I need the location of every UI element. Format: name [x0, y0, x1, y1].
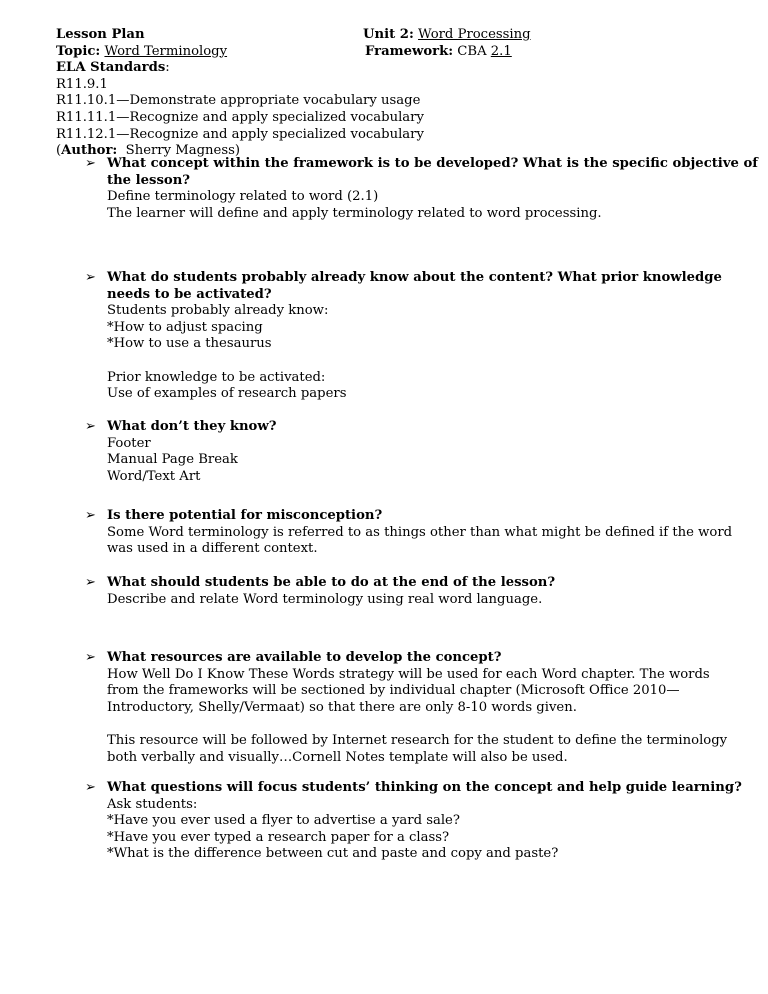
- question-section: [85, 508, 767, 558]
- arrow-bullet-icon: ➢: [85, 780, 96, 795]
- arrow-bullet-icon: ➢: [85, 650, 96, 665]
- framework-prefix: CBA: [457, 43, 487, 59]
- standard-item: R11.11.1—Recognize and apply specialized vocabulary: [56, 109, 424, 125]
- section-question: What do students probably already know about the content? What prior knowledge: [107, 270, 722, 285]
- unit-label: Unit 2:: [363, 27, 414, 42]
- unit-value: Word Processing: [418, 27, 531, 42]
- arrow-bullet-icon: ➢: [85, 270, 96, 285]
- section-answer-line: Word/Text Art: [107, 468, 201, 484]
- topic-field: [56, 44, 227, 61]
- standard-item: R11.10.1—Demonstrate appropriate vocabulary usage: [56, 93, 421, 109]
- arrow-bullet-icon: ➢: [85, 156, 96, 171]
- section-answer-line: Prior knowledge to be activated:: [107, 369, 326, 385]
- unit-field: [363, 27, 531, 44]
- framework-field: [365, 44, 512, 61]
- ela-colon: :: [165, 60, 170, 76]
- arrow-bullet-icon: ➢: [85, 575, 96, 590]
- section-question: the lesson?: [107, 172, 191, 188]
- header-row-2: [56, 44, 716, 61]
- framework-label: Framework:: [365, 43, 454, 59]
- arrow-bullet-icon: ➢: [85, 508, 96, 523]
- section-answer-line: *What is the difference between cut and paste and copy and paste?: [107, 846, 559, 862]
- question-section: [85, 780, 767, 863]
- header-row-1: [56, 27, 716, 44]
- section-question: needs to be activated?: [107, 286, 272, 302]
- question-section: [85, 650, 767, 766]
- section-answer-line: Footer: [107, 435, 151, 451]
- author-open-paren: (: [56, 143, 62, 159]
- ela-label: ELA Standards: [56, 60, 166, 76]
- section-answer-line: from the frameworks will be sectioned by individual chapter (Microsoft Office 2010—: [107, 683, 680, 699]
- section-answer-line: *How to use a thesaurus: [107, 336, 272, 352]
- section-question: Is there potential for misconception?: [107, 508, 383, 523]
- question-section: [85, 419, 767, 485]
- section-answer-line: both verbally and visually…Cornell Notes template will also be used.: [107, 749, 568, 765]
- author-label: Author:: [61, 143, 118, 159]
- question-section: [85, 575, 767, 608]
- author-value: Sherry Magness): [117, 143, 241, 159]
- section-answer-line: Some Word terminology is referred to as things other than what might be defined if the word: [107, 524, 733, 540]
- topic-value: Word Terminology: [104, 43, 228, 59]
- section-answer-line: was used in a different context.: [107, 541, 318, 557]
- framework-value: 2.1: [490, 43, 512, 59]
- ela-standards-heading: [56, 60, 716, 77]
- section-answer-line: Introductory, Shelly/Vermaat) so that there are only 8-10 words given.: [107, 699, 577, 715]
- section-question: What don’t they know?: [107, 419, 277, 434]
- section-question: What concept within the framework is to be developed? What is the specific objective of: [107, 156, 758, 171]
- section-answer-line: Define terminology related to word (2.1): [107, 189, 379, 205]
- section-answer-line: Ask students:: [107, 796, 198, 812]
- section-question: What questions will focus students’ thinking on the concept and help guide learning?: [107, 780, 742, 795]
- question-section: [85, 156, 767, 222]
- section-answer-line: Describe and relate Word terminology using real word language.: [107, 591, 543, 607]
- section-answer-line: This resource will be followed by Internet research for the student to define the terminology: [107, 732, 728, 748]
- section-answer-line: Students probably already know:: [107, 303, 329, 319]
- section-question: What resources are available to develop the concept?: [107, 650, 502, 665]
- document-page: [56, 27, 758, 862]
- standards-list: [56, 77, 716, 143]
- section-answer-line: Use of examples of research papers: [107, 386, 347, 402]
- standard-item: R11.9.1: [56, 76, 108, 92]
- section-question: What should students be able to do at the end of the lesson?: [107, 575, 556, 590]
- question-section: [85, 270, 767, 403]
- section-answer-line: *Have you ever used a flyer to advertise a yard sale?: [107, 813, 460, 829]
- lesson-plan-label: Lesson Plan: [56, 27, 145, 42]
- section-answer-line: How Well Do I Know These Words strategy will be used for each Word chapter. The words: [107, 666, 710, 682]
- section-answer-line: [107, 353, 767, 370]
- section-answer-line: *Have you ever typed a research paper for a class?: [107, 829, 450, 845]
- arrow-bullet-icon: ➢: [85, 419, 96, 434]
- topic-label: Topic:: [56, 43, 101, 59]
- section-answer-line: Manual Page Break: [107, 452, 238, 468]
- section-answer-line: [107, 716, 767, 733]
- section-answer-line: *How to adjust spacing: [107, 319, 263, 335]
- section-answer-line: The learner will define and apply terminology related to word processing.: [107, 205, 602, 221]
- standard-item: R11.12.1—Recognize and apply specialized vocabulary: [56, 126, 424, 142]
